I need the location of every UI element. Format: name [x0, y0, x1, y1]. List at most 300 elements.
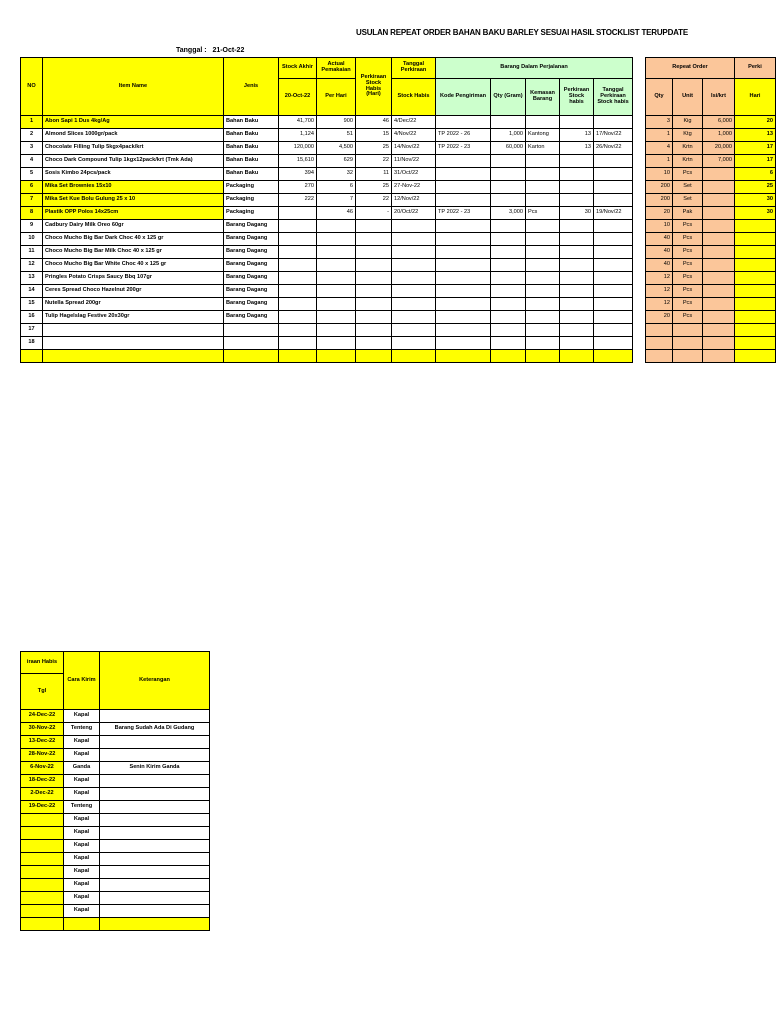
- cell-tgl: [21, 814, 64, 827]
- cell-jenis: Barang Dagang: [224, 311, 279, 324]
- shipping-row: [21, 749, 210, 762]
- cell-per-hari: 629: [317, 155, 356, 168]
- repeat-order-row: [646, 194, 776, 207]
- header-qty: Qty: [646, 79, 673, 116]
- table-row: [21, 207, 633, 220]
- cell-ro-isi: [703, 298, 735, 311]
- cell-cara-kirim: Kapal: [64, 905, 100, 918]
- cell-per-hari: [317, 220, 356, 233]
- cell-per-hari: 51: [317, 129, 356, 142]
- page-title: USULAN REPEAT ORDER BAHAN BAKU BARLEY SESUAI HASIL STOCKLIST TERUPDATE: [356, 28, 688, 37]
- cell-stock-akhir: [279, 298, 317, 311]
- cell-jenis: Packaging: [224, 194, 279, 207]
- cell-keterangan: [100, 905, 210, 918]
- cell-qty-gram: [491, 168, 526, 181]
- table-row: [21, 116, 633, 129]
- cell-ro-isi: 7,000: [703, 155, 735, 168]
- cell-perkiraan-stock-habis: 13: [560, 129, 594, 142]
- cell-qty-gram: [491, 285, 526, 298]
- cell-no: 7: [21, 194, 43, 207]
- cell-tanggal-perkiraan: [594, 168, 633, 181]
- table-row: [21, 272, 633, 285]
- cell-tanggal-perkiraan: 17/Nov/22: [594, 129, 633, 142]
- cell-cara-kirim: Kapal: [64, 710, 100, 723]
- cell-kode-pengiriman: [436, 311, 491, 324]
- cell-qty-gram: [491, 272, 526, 285]
- cell-cara-kirim: Tenteng: [64, 801, 100, 814]
- cell-ro-unit: Pcs: [673, 259, 703, 272]
- shipping-row: [21, 879, 210, 892]
- table-row: [21, 285, 633, 298]
- cell-perkiraan-stock-habis: [560, 168, 594, 181]
- shipping-row: [21, 762, 210, 775]
- header-stock-habis: Stock Habis: [392, 79, 436, 116]
- cell-perkiraan-stock-habis: [560, 246, 594, 259]
- cell-kode-pengiriman: [436, 116, 491, 129]
- table-row: [21, 142, 633, 155]
- cell-cara-kirim: Kapal: [64, 749, 100, 762]
- cell-tgl: [21, 840, 64, 853]
- table-row: [21, 220, 633, 233]
- cell-jenis: Bahan Baku: [224, 129, 279, 142]
- cell-jenis: Packaging: [224, 181, 279, 194]
- cell-keterangan: [100, 879, 210, 892]
- cell-stock-habis: 11/Nov/22: [392, 155, 436, 168]
- cell-jenis: Barang Dagang: [224, 246, 279, 259]
- cell-perkiraan-hari: 25: [356, 142, 392, 155]
- cell-kemasan: [526, 220, 560, 233]
- header-perki: Perki: [735, 58, 776, 79]
- header-perkiraan-stock-habis-2: Perkiraan Stock habis: [560, 79, 594, 116]
- cell-perkiraan-stock-habis: [560, 272, 594, 285]
- cell-keterangan: [100, 814, 210, 827]
- cell-no: 3: [21, 142, 43, 155]
- cell-cara-kirim: Kapal: [64, 827, 100, 840]
- cell-ro-qty: 12: [646, 272, 673, 285]
- cell-keterangan: [100, 801, 210, 814]
- cell-perkiraan-hari: [356, 220, 392, 233]
- cell-cara-kirim: Kapal: [64, 866, 100, 879]
- table-footer-row: [21, 350, 633, 363]
- shipping-row: [21, 866, 210, 879]
- cell-qty-gram: [491, 246, 526, 259]
- table-row: [21, 246, 633, 259]
- footer-cell: [43, 350, 224, 363]
- cell-kode-pengiriman: [436, 324, 491, 337]
- shipping-row: [21, 814, 210, 827]
- cell-perkiraan-stock-habis: [560, 285, 594, 298]
- cell-ro-isi: [703, 337, 735, 350]
- cell-per-hari: 900: [317, 116, 356, 129]
- cell-ro-qty: 1: [646, 155, 673, 168]
- cell-per-hari: [317, 298, 356, 311]
- header-no: NO: [21, 58, 43, 116]
- repeat-order-row: [646, 181, 776, 194]
- cell-jenis: [224, 324, 279, 337]
- cell-jenis: Barang Dagang: [224, 220, 279, 233]
- cell-tanggal-perkiraan: [594, 233, 633, 246]
- footer-cell: [436, 350, 491, 363]
- repeat-order-row: [646, 272, 776, 285]
- tanggal-label: Tanggal :: [176, 47, 207, 54]
- cell-jenis: Barang Dagang: [224, 285, 279, 298]
- cell-ro-hari: 6: [735, 168, 776, 181]
- cell-tanggal-perkiraan: [594, 246, 633, 259]
- shipping-row: [21, 736, 210, 749]
- cell-cara-kirim: Kapal: [64, 879, 100, 892]
- cell-stock-habis: [392, 259, 436, 272]
- cell-tanggal-perkiraan: [594, 116, 633, 129]
- cell-no: 1: [21, 116, 43, 129]
- cell-kemasan: [526, 181, 560, 194]
- repeat-order-row: [646, 246, 776, 259]
- cell-stock-habis: 4/Dec/22: [392, 116, 436, 129]
- cell-kode-pengiriman: TP 2022 - 26: [436, 129, 491, 142]
- cell-ro-unit: Pak: [673, 207, 703, 220]
- cell-stock-habis: 4/Nov/22: [392, 129, 436, 142]
- footer-cell: [317, 350, 356, 363]
- cell-perkiraan-stock-habis: [560, 337, 594, 350]
- cell-tgl: 6-Nov-22: [21, 762, 64, 775]
- repeat-order-row: [646, 220, 776, 233]
- cell-perkiraan-hari: 22: [356, 194, 392, 207]
- repeat-order-row: [646, 116, 776, 129]
- cell-no: 11: [21, 246, 43, 259]
- cell-no: 18: [21, 337, 43, 350]
- cell-ro-hari: [735, 324, 776, 337]
- cell-tgl: [21, 827, 64, 840]
- cell-stock-akhir: [279, 233, 317, 246]
- cell-perkiraan-hari: [356, 246, 392, 259]
- cell-perkiraan-hari: 46: [356, 116, 392, 129]
- shipping-table: [20, 651, 210, 931]
- table-row: [21, 155, 633, 168]
- table-row: [21, 324, 633, 337]
- cell-perkiraan-stock-habis: [560, 298, 594, 311]
- header-kemasan-barang: Kemasan Barang: [526, 79, 560, 116]
- cell-jenis: Bahan Baku: [224, 155, 279, 168]
- cell-stock-habis: 27-Nov-22: [392, 181, 436, 194]
- cell-qty-gram: [491, 324, 526, 337]
- cell-ro-qty: 1: [646, 129, 673, 142]
- cell-ro-unit: Pcs: [673, 311, 703, 324]
- cell-per-hari: 32: [317, 168, 356, 181]
- cell-ro-hari: 17: [735, 142, 776, 155]
- stocklist-table: [20, 57, 633, 363]
- cell-perkiraan-stock-habis: [560, 233, 594, 246]
- cell-item-name: Ceres Spread Choco Hazelnut 200gr: [43, 285, 224, 298]
- cell-per-hari: [317, 246, 356, 259]
- cell-perkiraan-stock-habis: [560, 155, 594, 168]
- cell-kode-pengiriman: [436, 181, 491, 194]
- cell-jenis: Barang Dagang: [224, 272, 279, 285]
- table-row: [21, 337, 633, 350]
- footer-cell: [673, 350, 703, 363]
- cell-ro-qty: 200: [646, 181, 673, 194]
- cell-stock-habis: [392, 324, 436, 337]
- repeat-order-row: [646, 233, 776, 246]
- cell-no: 17: [21, 324, 43, 337]
- cell-no: 9: [21, 220, 43, 233]
- cell-tgl: [21, 918, 64, 931]
- cell-ro-isi: [703, 207, 735, 220]
- cell-stock-akhir: 120,000: [279, 142, 317, 155]
- cell-tgl: 2-Dec-22: [21, 788, 64, 801]
- repeat-order-row: [646, 207, 776, 220]
- shipping-row: [21, 827, 210, 840]
- cell-item-name: Tulip Hagelslag Festive 20x30gr: [43, 311, 224, 324]
- cell-tgl: 28-Nov-22: [21, 749, 64, 762]
- cell-stock-habis: 31/Oct/22: [392, 168, 436, 181]
- cell-stock-akhir: 1,124: [279, 129, 317, 142]
- cell-keterangan: [100, 892, 210, 905]
- cell-no: 16: [21, 311, 43, 324]
- header-repeat-order: Repeat Order: [646, 58, 735, 79]
- cell-perkiraan-hari: [356, 272, 392, 285]
- header-qty-gram: Qty (Gram): [491, 79, 526, 116]
- repeat-order-row: [646, 155, 776, 168]
- cell-ro-hari: 30: [735, 207, 776, 220]
- cell-stock-akhir: 222: [279, 194, 317, 207]
- table-row: [21, 311, 633, 324]
- cell-ro-hari: [735, 298, 776, 311]
- cell-tgl: [21, 853, 64, 866]
- cell-stock-akhir: [279, 311, 317, 324]
- repeat-order-row: [646, 168, 776, 181]
- cell-kemasan: [526, 311, 560, 324]
- cell-item-name: Cadbury Dairy Milk Oreo 60gr: [43, 220, 224, 233]
- cell-keterangan: Senin Kirim Ganda: [100, 762, 210, 775]
- cell-cara-kirim: Kapal: [64, 892, 100, 905]
- cell-no: 13: [21, 272, 43, 285]
- cell-keterangan: [100, 788, 210, 801]
- cell-stock-habis: 14/Nov/22: [392, 142, 436, 155]
- cell-ro-isi: [703, 220, 735, 233]
- footer-cell: [279, 350, 317, 363]
- cell-tanggal-perkiraan: 19/Nov/22: [594, 207, 633, 220]
- cell-qty-gram: [491, 311, 526, 324]
- cell-stock-habis: [392, 298, 436, 311]
- cell-ro-qty: 12: [646, 285, 673, 298]
- cell-ro-unit: Krtn: [673, 142, 703, 155]
- repeat-order-row: [646, 298, 776, 311]
- shipping-row: [21, 801, 210, 814]
- header-item-name: Item Name: [43, 58, 224, 116]
- cell-stock-akhir: [279, 246, 317, 259]
- cell-tanggal-perkiraan: [594, 220, 633, 233]
- header-cara-kirim: Cara Kirim: [64, 652, 100, 710]
- cell-item-name: [43, 324, 224, 337]
- cell-cara-kirim: Ganda: [64, 762, 100, 775]
- table-row: [21, 194, 633, 207]
- repeat-order-row: [646, 311, 776, 324]
- cell-qty-gram: [491, 298, 526, 311]
- cell-kode-pengiriman: TP 2022 - 23: [436, 142, 491, 155]
- cell-item-name: Chocolate Filling Tulip 5kgx4pack/krt: [43, 142, 224, 155]
- cell-kode-pengiriman: [436, 259, 491, 272]
- cell-kemasan: Pcs: [526, 207, 560, 220]
- cell-kemasan: [526, 298, 560, 311]
- tanggal-line: [176, 47, 244, 54]
- cell-item-name: Choco Mucho Big Bar White Choc 40 x 125 gr: [43, 259, 224, 272]
- cell-stock-akhir: 270: [279, 181, 317, 194]
- shipping-row: [21, 710, 210, 723]
- cell-qty-gram: [491, 155, 526, 168]
- cell-per-hari: [317, 233, 356, 246]
- cell-kode-pengiriman: [436, 337, 491, 350]
- cell-perkiraan-stock-habis: [560, 181, 594, 194]
- cell-perkiraan-hari: 25: [356, 181, 392, 194]
- cell-perkiraan-hari: [356, 259, 392, 272]
- cell-qty-gram: [491, 220, 526, 233]
- repeat-order-table: [645, 57, 776, 363]
- cell-ro-hari: 17: [735, 155, 776, 168]
- footer-cell: [526, 350, 560, 363]
- shipping-row: [21, 723, 210, 736]
- cell-perkiraan-hari: [356, 233, 392, 246]
- cell-ro-unit: Pcs: [673, 168, 703, 181]
- cell-stock-habis: [392, 337, 436, 350]
- cell-item-name: Plastik OPP Polos 14x25cm: [43, 207, 224, 220]
- cell-keterangan: [100, 918, 210, 931]
- cell-per-hari: [317, 259, 356, 272]
- cell-perkiraan-hari: [356, 337, 392, 350]
- cell-tanggal-perkiraan: [594, 337, 633, 350]
- shipping-row: [21, 853, 210, 866]
- tanggal-value: 21-Oct-22: [212, 47, 245, 54]
- cell-tgl: [21, 866, 64, 879]
- cell-ro-unit: Set: [673, 194, 703, 207]
- cell-no: 2: [21, 129, 43, 142]
- cell-kemasan: [526, 285, 560, 298]
- cell-ro-qty: 10: [646, 168, 673, 181]
- cell-ro-unit: [673, 324, 703, 337]
- cell-kemasan: [526, 259, 560, 272]
- cell-no: 5: [21, 168, 43, 181]
- header-keterangan: Keterangan: [100, 652, 210, 710]
- cell-qty-gram: [491, 194, 526, 207]
- cell-kode-pengiriman: [436, 155, 491, 168]
- table-row: [21, 181, 633, 194]
- cell-stock-habis: [392, 272, 436, 285]
- cell-ro-unit: Pcs: [673, 220, 703, 233]
- footer-cell: [21, 350, 43, 363]
- cell-ro-qty: 3: [646, 116, 673, 129]
- cell-kemasan: [526, 337, 560, 350]
- repeat-order-footer-row: [646, 350, 776, 363]
- cell-perkiraan-stock-habis: [560, 259, 594, 272]
- cell-no: 12: [21, 259, 43, 272]
- cell-kode-pengiriman: [436, 194, 491, 207]
- cell-per-hari: 46: [317, 207, 356, 220]
- header-tanggal-perkiraan: Tanggal Perkiraan: [392, 58, 436, 79]
- cell-kode-pengiriman: [436, 272, 491, 285]
- cell-ro-qty: 200: [646, 194, 673, 207]
- cell-ro-unit: Pcs: [673, 233, 703, 246]
- cell-stock-habis: [392, 220, 436, 233]
- cell-ro-unit: Pcs: [673, 272, 703, 285]
- cell-kemasan: [526, 324, 560, 337]
- cell-stock-akhir: [279, 324, 317, 337]
- cell-cara-kirim: Kapal: [64, 788, 100, 801]
- table-row: [21, 129, 633, 142]
- cell-tanggal-perkiraan: [594, 285, 633, 298]
- footer-cell: [560, 350, 594, 363]
- cell-perkiraan-stock-habis: [560, 311, 594, 324]
- header-tanggal-perkiraan-stock-habis: Tanggal Perkiraan Stock habis: [594, 79, 633, 116]
- cell-kemasan: [526, 168, 560, 181]
- cell-no: 8: [21, 207, 43, 220]
- cell-stock-habis: [392, 311, 436, 324]
- cell-per-hari: [317, 324, 356, 337]
- cell-stock-akhir: 15,610: [279, 155, 317, 168]
- header-isi-krt: Isi/krt: [703, 79, 735, 116]
- cell-kemasan: [526, 155, 560, 168]
- cell-tgl: 13-Dec-22: [21, 736, 64, 749]
- cell-stock-habis: [392, 233, 436, 246]
- cell-kode-pengiriman: [436, 168, 491, 181]
- cell-jenis: Barang Dagang: [224, 259, 279, 272]
- cell-ro-isi: [703, 233, 735, 246]
- cell-per-hari: [317, 272, 356, 285]
- cell-tanggal-perkiraan: [594, 298, 633, 311]
- cell-ro-isi: 6,000: [703, 116, 735, 129]
- cell-stock-akhir: [279, 337, 317, 350]
- cell-ro-isi: [703, 194, 735, 207]
- cell-ro-unit: Pcs: [673, 298, 703, 311]
- cell-keterangan: Barang Sudah Ada Di Gudang: [100, 723, 210, 736]
- cell-kemasan: [526, 246, 560, 259]
- cell-no: 6: [21, 181, 43, 194]
- cell-tgl: [21, 879, 64, 892]
- header-perkiraan-habis: iraan Habis: [21, 652, 64, 674]
- cell-ro-isi: [703, 324, 735, 337]
- cell-keterangan: [100, 827, 210, 840]
- shipping-row: [21, 905, 210, 918]
- cell-ro-qty: 10: [646, 220, 673, 233]
- cell-ro-isi: [703, 311, 735, 324]
- cell-keterangan: [100, 853, 210, 866]
- cell-perkiraan-hari: [356, 298, 392, 311]
- cell-jenis: Barang Dagang: [224, 298, 279, 311]
- cell-item-name: Choco Mucho Big Bar Dark Choc 40 x 125 gr: [43, 233, 224, 246]
- cell-ro-qty: [646, 337, 673, 350]
- cell-perkiraan-stock-habis: [560, 220, 594, 233]
- cell-ro-qty: 40: [646, 233, 673, 246]
- cell-keterangan: [100, 736, 210, 749]
- cell-per-hari: 4,500: [317, 142, 356, 155]
- cell-ro-isi: [703, 272, 735, 285]
- cell-kemasan: [526, 116, 560, 129]
- cell-stock-akhir: [279, 272, 317, 285]
- cell-kemasan: [526, 194, 560, 207]
- cell-perkiraan-stock-habis: [560, 116, 594, 129]
- cell-tgl: 30-Nov-22: [21, 723, 64, 736]
- cell-ro-isi: [703, 181, 735, 194]
- cell-ro-hari: 25: [735, 181, 776, 194]
- cell-tanggal-perkiraan: [594, 259, 633, 272]
- cell-stock-akhir: 394: [279, 168, 317, 181]
- cell-jenis: [224, 337, 279, 350]
- cell-item-name: Abon Sapi 1 Dus 4kg/Ag: [43, 116, 224, 129]
- cell-ro-hari: [735, 337, 776, 350]
- cell-tanggal-perkiraan: [594, 194, 633, 207]
- cell-cara-kirim: Kapal: [64, 814, 100, 827]
- shipping-row: [21, 788, 210, 801]
- cell-ro-isi: [703, 259, 735, 272]
- cell-stock-akhir: [279, 207, 317, 220]
- cell-keterangan: [100, 866, 210, 879]
